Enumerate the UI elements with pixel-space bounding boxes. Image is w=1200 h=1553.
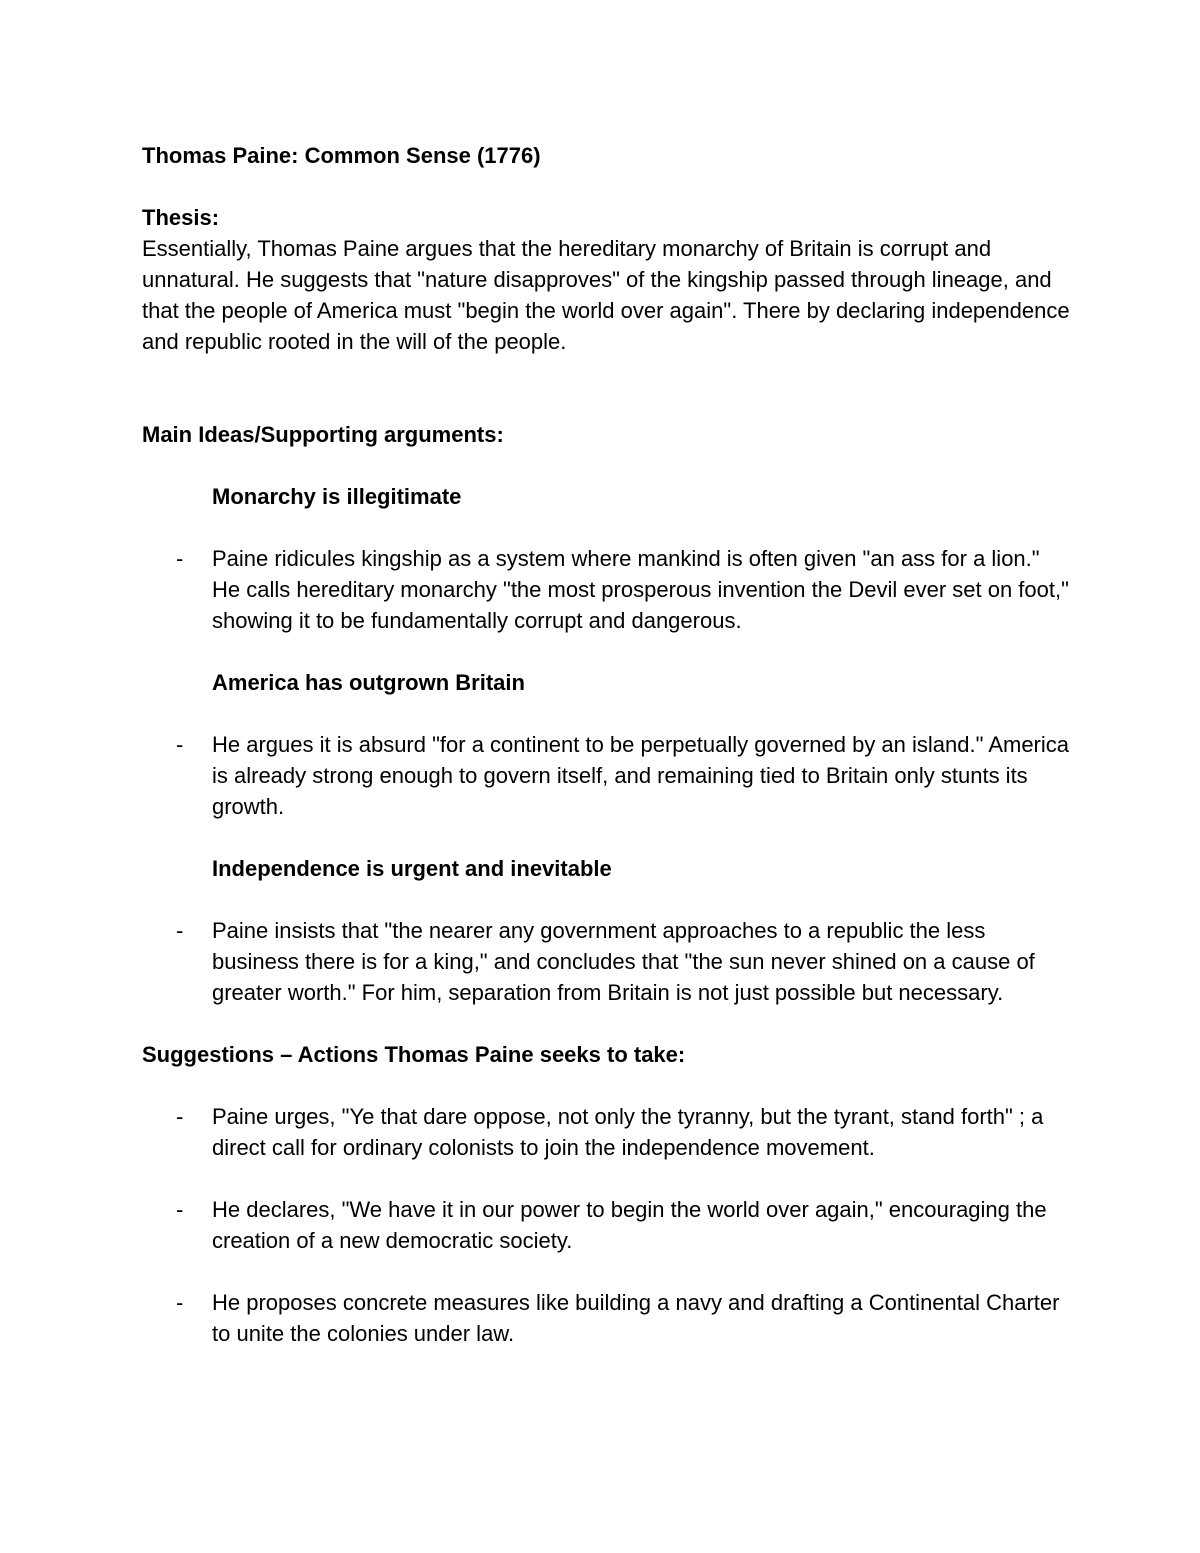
bullet-text: Paine insists that "the nearer any government approaches to a republic the less business there is for a king," and concludes that "the sun never shined on a cause of greater worth." For him, separation from Britain is not just possible but necessary. — [212, 918, 1035, 1005]
subheading-independence: Independence is urgent and inevitable — [212, 856, 612, 881]
bullet-text: He proposes concrete measures like building a navy and drafting a Continental Charter to unite the colonies under law. — [212, 1290, 1060, 1346]
bullet-item — [142, 1194, 1072, 1256]
bullet-text: He argues it is absurd "for a continent to be perpetually governed by an island." America is already strong enough to govern itself, and remaining tied to Britain only stunts its growth. — [212, 732, 1070, 819]
subheading-monarchy: Monarchy is illegitimate — [212, 484, 462, 509]
dash-marker: - — [176, 1104, 184, 1129]
dash-marker: - — [176, 1197, 184, 1222]
bullet-item — [142, 729, 1072, 822]
dash-marker: - — [176, 546, 184, 571]
bullet-item — [142, 1287, 1072, 1349]
bullet-item — [142, 1101, 1072, 1163]
bullet-text: Paine urges, "Ye that dare oppose, not only the tyranny, but the tyrant, stand forth" ; a direct call for ordinary colonists to join the independence movement. — [212, 1104, 1044, 1160]
thesis-body: Essentially, Thomas Paine argues that the hereditary monarchy of Britain is corrupt and unnatural. He suggests that "nature disapproves" of the kingship passed through lineage, and that the people of America must "begin the world over again". There by declaring independence and republic rooted in the will of the people. — [142, 236, 1070, 354]
document-title: Thomas Paine: Common Sense (1776) — [142, 143, 541, 168]
bullet-item — [142, 915, 1072, 1008]
bullet-item — [142, 543, 1072, 636]
bullet-text: He declares, "We have it in our power to begin the world over again," encouraging the creation of a new democratic society. — [212, 1197, 1047, 1253]
bullet-text: Paine ridicules kingship as a system where mankind is often given "an ass for a lion." He calls hereditary monarchy "the most prosperous invention the Devil ever set on foot," showing it to be fundamentally corrupt and dangerous. — [212, 546, 1069, 633]
main-ideas-heading: Main Ideas/Supporting arguments: — [142, 422, 504, 447]
suggestions-heading: Suggestions – Actions Thomas Paine seeks to take: — [142, 1042, 686, 1067]
dash-marker: - — [176, 732, 184, 757]
thesis-heading: Thesis: — [142, 205, 220, 230]
dash-marker: - — [176, 1290, 184, 1315]
dash-marker: - — [176, 918, 184, 943]
document-page — [142, 140, 1072, 1349]
subheading-america: America has outgrown Britain — [212, 670, 525, 695]
